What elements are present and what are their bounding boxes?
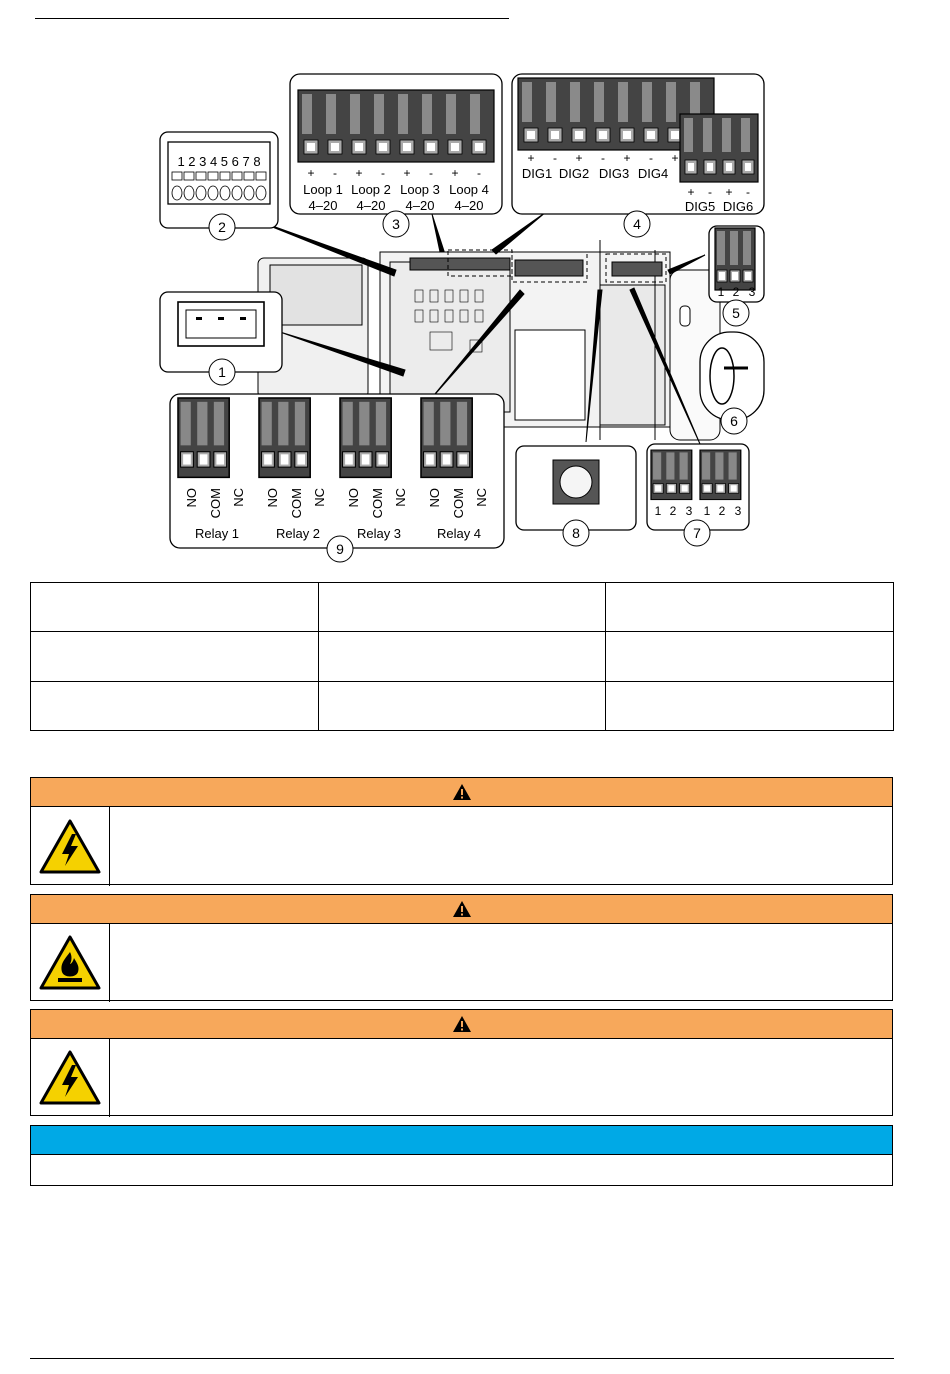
callout-8: 8 bbox=[572, 525, 580, 541]
dip-switch-numbers: 1 2 3 4 5 6 7 8 bbox=[177, 154, 261, 169]
table-cell bbox=[318, 632, 606, 681]
relay-1-label: Relay 1 bbox=[194, 526, 240, 541]
dig-polarity-1: + bbox=[527, 151, 535, 165]
loop-3-range: 4–20 bbox=[405, 198, 435, 213]
figure-legend-table bbox=[30, 582, 894, 731]
loop-3-label: Loop 3 bbox=[400, 182, 440, 197]
loop-polarity-7: + bbox=[451, 166, 459, 180]
electrical-shock-hazard-icon bbox=[31, 1039, 110, 1117]
danger-text bbox=[110, 924, 892, 1002]
relay2-com: COM bbox=[289, 488, 304, 519]
loop-2-label: Loop 2 bbox=[351, 182, 391, 197]
table-cell bbox=[318, 583, 606, 632]
dig4-label: DIG4 bbox=[637, 166, 669, 181]
danger-header bbox=[31, 895, 892, 924]
danger-box-1 bbox=[30, 777, 893, 885]
danger-box-2 bbox=[30, 894, 893, 1001]
warning-triangle-icon bbox=[452, 900, 472, 918]
table-cell bbox=[31, 632, 319, 681]
loop-polarity-4: - bbox=[381, 166, 385, 180]
notice-box bbox=[30, 1125, 893, 1186]
inset-5-pin-3: 3 bbox=[748, 285, 756, 299]
electrical-shock-hazard-icon bbox=[31, 807, 110, 886]
callout-5: 5 bbox=[732, 305, 740, 321]
loop-1-label: Loop 1 bbox=[303, 182, 343, 197]
table-row bbox=[31, 583, 894, 632]
loop-1-range: 4–20 bbox=[308, 198, 338, 213]
dig-polarity-4: - bbox=[601, 151, 605, 165]
inset-7 bbox=[647, 444, 749, 530]
footer-rule bbox=[30, 1358, 894, 1359]
callout-1: 1 bbox=[218, 364, 226, 380]
fire-hazard-icon bbox=[31, 924, 110, 1002]
relay1-com: COM bbox=[208, 488, 223, 519]
relay4-com: COM bbox=[451, 488, 466, 519]
inset-7-pin-3a: 3 bbox=[685, 504, 693, 518]
relay-3-label: Relay 3 bbox=[356, 526, 402, 541]
danger-text bbox=[110, 1039, 892, 1117]
inset-8 bbox=[516, 446, 636, 530]
relay4-nc: NC bbox=[474, 488, 489, 507]
table-cell bbox=[31, 583, 319, 632]
notice-text bbox=[31, 1155, 892, 1185]
dig-polarity-5: + bbox=[623, 151, 631, 165]
callout-4: 4 bbox=[633, 216, 641, 232]
callout-3: 3 bbox=[392, 216, 400, 232]
relay2-no: NO bbox=[265, 488, 280, 508]
inset-7-pin-2b: 2 bbox=[718, 504, 726, 518]
relay1-no: NO bbox=[184, 488, 199, 508]
relay-2-label: Relay 2 bbox=[275, 526, 321, 541]
dig6-label: DIG6 bbox=[722, 199, 754, 214]
terminal-connections-figure bbox=[0, 0, 950, 570]
dig56-polarity-3: + bbox=[725, 185, 733, 199]
relay2-nc: NC bbox=[312, 488, 327, 507]
dig2-label: DIG2 bbox=[558, 166, 590, 181]
loop-4-range: 4–20 bbox=[454, 198, 484, 213]
loop-polarity-3: + bbox=[355, 166, 363, 180]
table-row bbox=[31, 681, 894, 730]
relay3-no: NO bbox=[346, 488, 361, 508]
dig56-polarity-1: + bbox=[687, 185, 695, 199]
notice-header bbox=[31, 1126, 892, 1155]
dig5-label: DIG5 bbox=[684, 199, 716, 214]
dig-polarity-2: - bbox=[553, 151, 557, 165]
table-cell bbox=[606, 632, 894, 681]
danger-text bbox=[110, 807, 892, 886]
callout-7: 7 bbox=[693, 525, 701, 541]
table-cell bbox=[606, 681, 894, 730]
table-cell bbox=[31, 681, 319, 730]
relay3-nc: NC bbox=[393, 488, 408, 507]
loop-polarity-8: - bbox=[477, 166, 481, 180]
callout-9: 9 bbox=[336, 541, 344, 557]
dig-polarity-7: + bbox=[671, 151, 679, 165]
warning-triangle-icon bbox=[452, 783, 472, 801]
relay-4-label: Relay 4 bbox=[436, 526, 482, 541]
inset-7-pin-1b: 1 bbox=[703, 504, 711, 518]
inset-4-digital-inputs bbox=[512, 74, 764, 214]
inset-5-pin-2: 2 bbox=[732, 285, 740, 299]
relay4-no: NO bbox=[427, 488, 442, 508]
warning-triangle-icon bbox=[452, 1015, 472, 1033]
danger-box-3 bbox=[30, 1009, 893, 1116]
table-cell bbox=[606, 583, 894, 632]
inset-5 bbox=[709, 226, 764, 302]
callout-6: 6 bbox=[730, 413, 738, 429]
loop-polarity-5: + bbox=[403, 166, 411, 180]
loop-polarity-6: - bbox=[429, 166, 433, 180]
inset-7-pin-2a: 2 bbox=[669, 504, 677, 518]
inset-7-pin-3b: 3 bbox=[734, 504, 742, 518]
danger-header bbox=[31, 778, 892, 807]
relay3-com: COM bbox=[370, 488, 385, 519]
dig56-polarity-2: - bbox=[708, 185, 712, 199]
dig56-terminal-block bbox=[680, 114, 758, 182]
loop-polarity-2: - bbox=[333, 166, 337, 180]
dig-polarity-6: - bbox=[649, 151, 653, 165]
dig-polarity-3: + bbox=[575, 151, 583, 165]
loop-2-range: 4–20 bbox=[356, 198, 386, 213]
inset-5-pin-1: 1 bbox=[717, 285, 725, 299]
table-cell bbox=[318, 681, 606, 730]
dig1-label: DIG1 bbox=[521, 166, 553, 181]
callout-2: 2 bbox=[218, 219, 226, 235]
table-row bbox=[31, 632, 894, 681]
inset-7-pin-1a: 1 bbox=[654, 504, 662, 518]
loop-4-label: Loop 4 bbox=[449, 182, 489, 197]
inset-3-analog-outputs bbox=[290, 74, 502, 214]
dig3-label: DIG3 bbox=[598, 166, 630, 181]
danger-header bbox=[31, 1010, 892, 1039]
inset-9-relays bbox=[170, 394, 504, 548]
dig56-polarity-4: - bbox=[746, 185, 750, 199]
relay1-nc: NC bbox=[231, 488, 246, 507]
loop-polarity-1: + bbox=[307, 166, 315, 180]
inset-2 bbox=[160, 132, 278, 228]
